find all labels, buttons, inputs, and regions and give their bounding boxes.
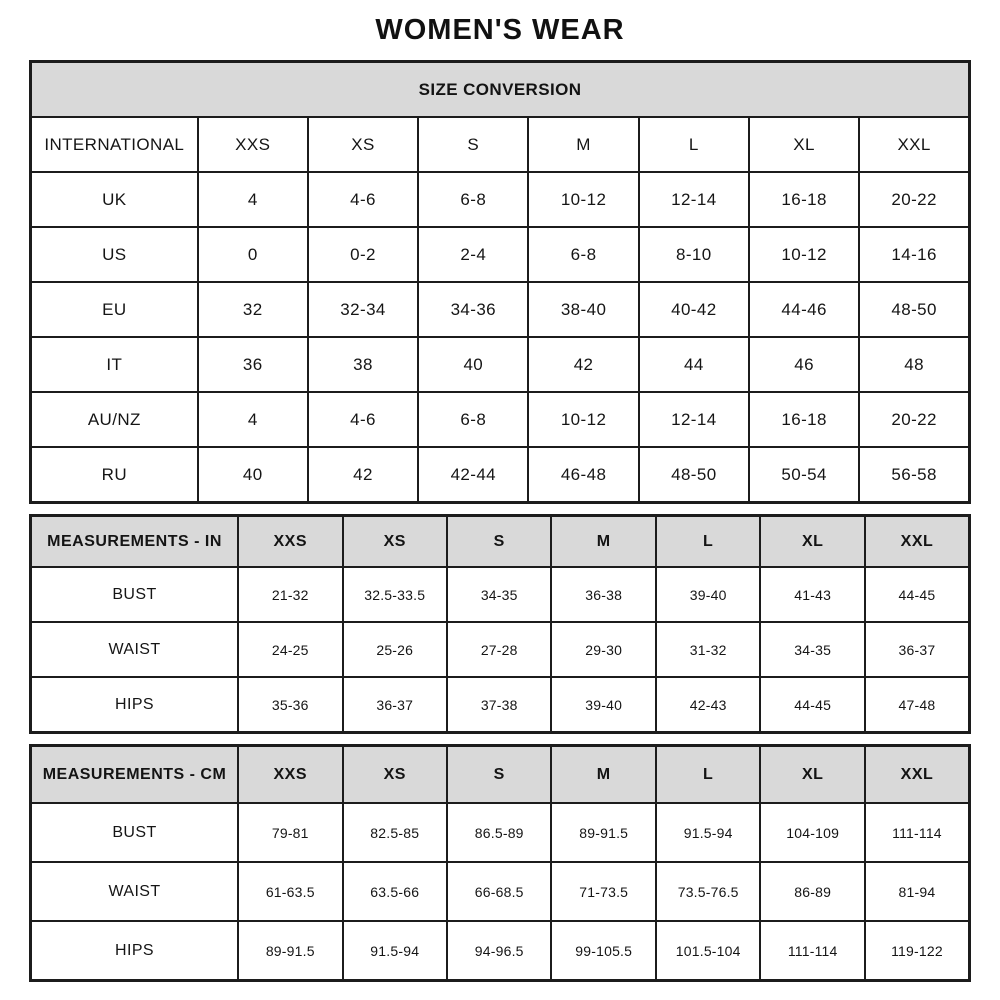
value-cell: 42 <box>528 337 638 392</box>
table-header-row <box>31 746 970 804</box>
row-label-cell: AU/NZ <box>31 392 198 447</box>
column-header-cell: XS <box>308 117 418 172</box>
column-header-cell: M <box>551 746 655 804</box>
row-label-cell: UK <box>31 172 198 227</box>
value-cell: 6-8 <box>418 172 528 227</box>
value-cell: 44 <box>639 337 749 392</box>
value-cell: 101.5-104 <box>656 921 760 981</box>
value-cell: 44-45 <box>865 567 970 622</box>
value-cell: 111-114 <box>865 803 970 862</box>
value-cell: 6-8 <box>528 227 638 282</box>
value-cell: 48-50 <box>639 447 749 503</box>
value-cell: 25-26 <box>343 622 447 677</box>
value-cell: 73.5-76.5 <box>656 862 760 921</box>
value-cell: 20-22 <box>859 172 969 227</box>
column-header-cell: XS <box>343 746 447 804</box>
column-header-cell: XXL <box>865 516 970 568</box>
value-cell: 48-50 <box>859 282 969 337</box>
value-cell: 32-34 <box>308 282 418 337</box>
row-label-cell: IT <box>31 337 198 392</box>
value-cell: 41-43 <box>760 567 864 622</box>
row-label-cell: HIPS <box>31 677 239 733</box>
value-cell: 47-48 <box>865 677 970 733</box>
value-cell: 39-40 <box>656 567 760 622</box>
row-label-cell: BUST <box>31 567 239 622</box>
value-cell: 34-35 <box>447 567 551 622</box>
column-header-cell: M <box>551 516 655 568</box>
value-cell: 89-91.5 <box>238 921 342 981</box>
value-cell: 2-4 <box>418 227 528 282</box>
value-cell: 14-16 <box>859 227 969 282</box>
table-banner-row <box>31 62 970 118</box>
table-row <box>31 862 970 921</box>
value-cell: 66-68.5 <box>447 862 551 921</box>
table-header-row <box>31 516 970 568</box>
value-cell: 38 <box>308 337 418 392</box>
value-cell: 24-25 <box>238 622 342 677</box>
table-row <box>31 622 970 677</box>
value-cell: 86-89 <box>760 862 864 921</box>
column-header-cell: XS <box>343 516 447 568</box>
value-cell: 8-10 <box>639 227 749 282</box>
value-cell: 44-45 <box>760 677 864 733</box>
row-label-cell: BUST <box>31 803 239 862</box>
table-row <box>31 921 970 981</box>
value-cell: 36-37 <box>343 677 447 733</box>
value-cell: 104-109 <box>760 803 864 862</box>
column-header-cell: S <box>447 746 551 804</box>
value-cell: 44-46 <box>749 282 859 337</box>
value-cell: 32.5-33.5 <box>343 567 447 622</box>
column-header-cell: MEASUREMENTS - IN <box>31 516 239 568</box>
value-cell: 10-12 <box>749 227 859 282</box>
value-cell: 31-32 <box>656 622 760 677</box>
row-label-cell: EU <box>31 282 198 337</box>
table-row <box>31 803 970 862</box>
value-cell: 4 <box>198 172 308 227</box>
row-label-cell: US <box>31 227 198 282</box>
value-cell: 111-114 <box>760 921 864 981</box>
value-cell: 35-36 <box>238 677 342 733</box>
column-header-cell: XXL <box>859 117 969 172</box>
table-banner: SIZE CONVERSION <box>31 62 970 118</box>
value-cell: 99-105.5 <box>551 921 655 981</box>
value-cell: 34-35 <box>760 622 864 677</box>
table-row <box>31 447 970 503</box>
value-cell: 82.5-85 <box>343 803 447 862</box>
value-cell: 12-14 <box>639 172 749 227</box>
value-cell: 36-37 <box>865 622 970 677</box>
row-label-cell: RU <box>31 447 198 503</box>
tables-container <box>29 60 971 982</box>
value-cell: 48 <box>859 337 969 392</box>
row-label-cell: WAIST <box>31 622 239 677</box>
value-cell: 91.5-94 <box>656 803 760 862</box>
value-cell: 36 <box>198 337 308 392</box>
row-label-cell: HIPS <box>31 921 239 981</box>
column-header-cell: L <box>656 516 760 568</box>
column-header-cell: XXS <box>238 516 342 568</box>
column-header-cell: XXS <box>238 746 342 804</box>
value-cell: 0-2 <box>308 227 418 282</box>
column-header-cell: XXS <box>198 117 308 172</box>
value-cell: 16-18 <box>749 172 859 227</box>
value-cell: 63.5-66 <box>343 862 447 921</box>
value-cell: 39-40 <box>551 677 655 733</box>
column-header-cell: XL <box>760 516 864 568</box>
value-cell: 119-122 <box>865 921 970 981</box>
value-cell: 34-36 <box>418 282 528 337</box>
value-cell: 79-81 <box>238 803 342 862</box>
value-cell: 94-96.5 <box>447 921 551 981</box>
row-label-cell: WAIST <box>31 862 239 921</box>
value-cell: 4-6 <box>308 392 418 447</box>
table-row <box>31 677 970 733</box>
column-header-cell: MEASUREMENTS - CM <box>31 746 239 804</box>
column-header-cell: M <box>528 117 638 172</box>
value-cell: 42-44 <box>418 447 528 503</box>
value-cell: 40 <box>418 337 528 392</box>
column-header-cell: L <box>656 746 760 804</box>
value-cell: 89-91.5 <box>551 803 655 862</box>
size-conversion-table <box>29 60 971 504</box>
value-cell: 46 <box>749 337 859 392</box>
measurements-cm-table <box>29 744 971 982</box>
table-row <box>31 227 970 282</box>
value-cell: 21-32 <box>238 567 342 622</box>
value-cell: 46-48 <box>528 447 638 503</box>
value-cell: 56-58 <box>859 447 969 503</box>
value-cell: 0 <box>198 227 308 282</box>
table-header-row <box>31 117 970 172</box>
value-cell: 37-38 <box>447 677 551 733</box>
value-cell: 42 <box>308 447 418 503</box>
column-header-cell: XXL <box>865 746 970 804</box>
measurements-in-table <box>29 514 971 734</box>
value-cell: 40-42 <box>639 282 749 337</box>
value-cell: 91.5-94 <box>343 921 447 981</box>
value-cell: 42-43 <box>656 677 760 733</box>
value-cell: 71-73.5 <box>551 862 655 921</box>
value-cell: 16-18 <box>749 392 859 447</box>
page-title: WOMEN'S WEAR <box>375 14 625 46</box>
column-header-cell: XL <box>749 117 859 172</box>
value-cell: 50-54 <box>749 447 859 503</box>
column-header-cell: XL <box>760 746 864 804</box>
column-header-cell: INTERNATIONAL <box>31 117 198 172</box>
table-row <box>31 337 970 392</box>
table-row <box>31 567 970 622</box>
value-cell: 10-12 <box>528 392 638 447</box>
value-cell: 29-30 <box>551 622 655 677</box>
value-cell: 10-12 <box>528 172 638 227</box>
value-cell: 40 <box>198 447 308 503</box>
table-row <box>31 282 970 337</box>
value-cell: 38-40 <box>528 282 638 337</box>
column-header-cell: S <box>447 516 551 568</box>
table-row <box>31 172 970 227</box>
value-cell: 20-22 <box>859 392 969 447</box>
table-row <box>31 392 970 447</box>
value-cell: 27-28 <box>447 622 551 677</box>
column-header-cell: L <box>639 117 749 172</box>
value-cell: 6-8 <box>418 392 528 447</box>
value-cell: 86.5-89 <box>447 803 551 862</box>
value-cell: 81-94 <box>865 862 970 921</box>
column-header-cell: S <box>418 117 528 172</box>
value-cell: 61-63.5 <box>238 862 342 921</box>
value-cell: 36-38 <box>551 567 655 622</box>
value-cell: 12-14 <box>639 392 749 447</box>
value-cell: 4-6 <box>308 172 418 227</box>
value-cell: 32 <box>198 282 308 337</box>
value-cell: 4 <box>198 392 308 447</box>
